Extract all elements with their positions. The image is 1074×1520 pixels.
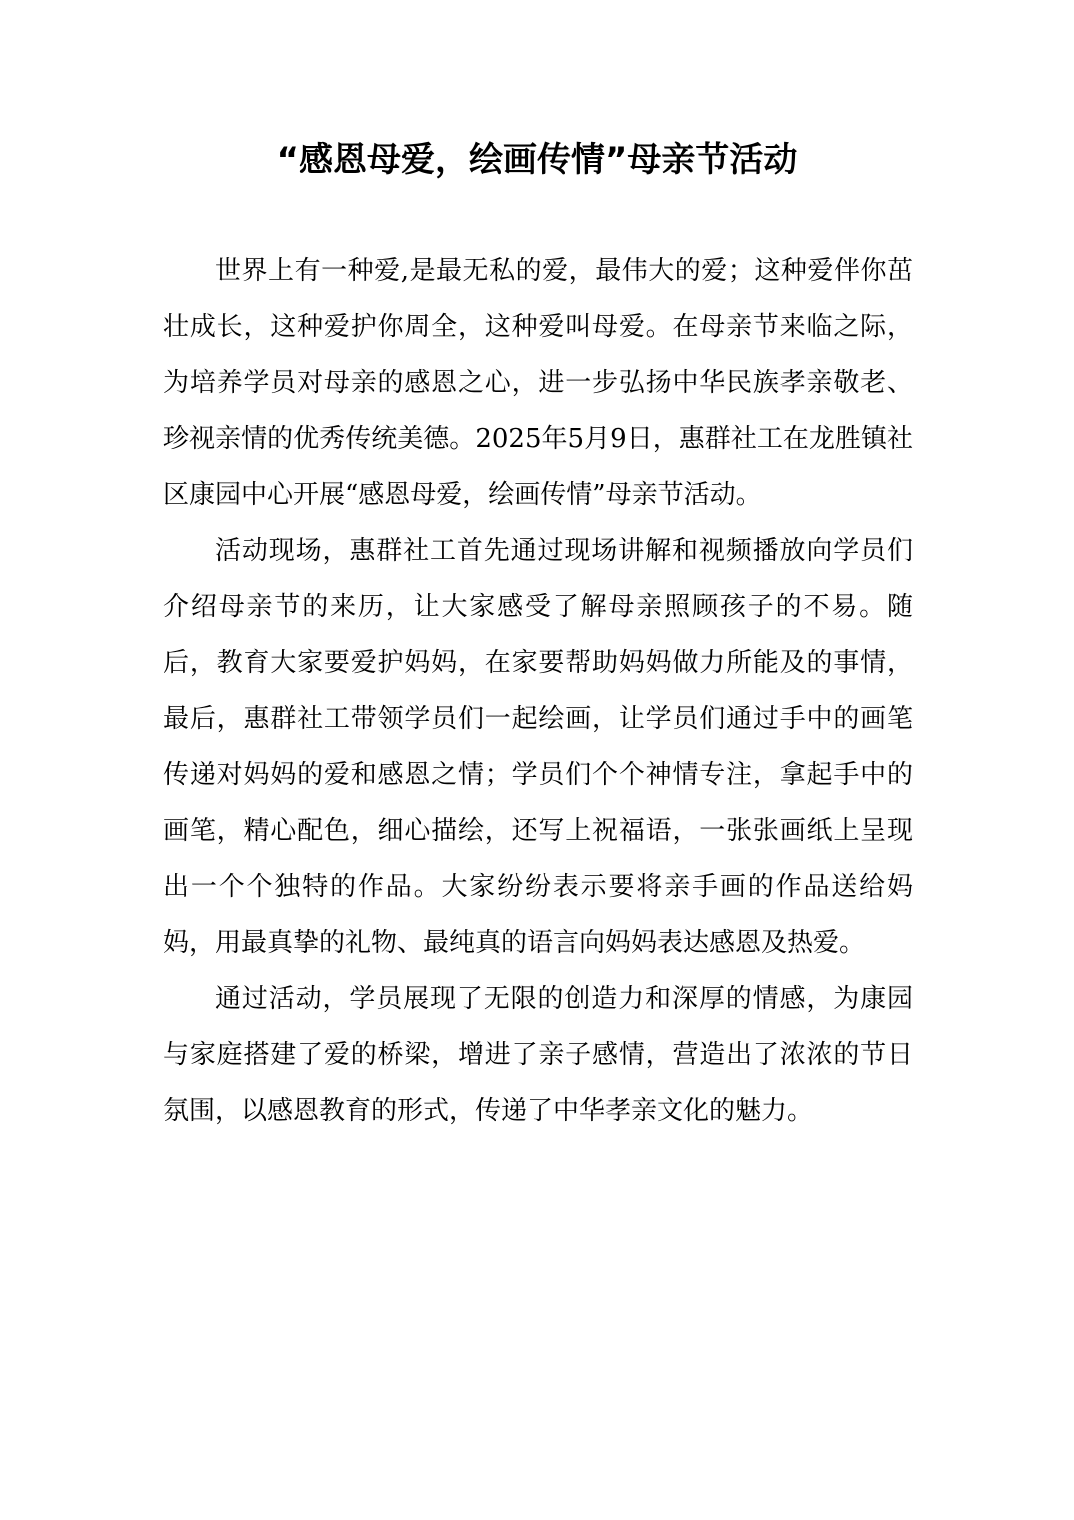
body-paragraph: 活动现场，惠群社工首先通过现场讲解和视频播放向学员们介绍母亲节的来历，让大家感受了解母亲照顾孩子的不易。随后，教育大家要爱护妈妈，在家要帮助妈妈做力所能及的事情，最后，惠群社工带领学员们一起绘画，让学员们通过手中的画笔传递对妈妈的爱和感恩之情；学员们个个神情专注，拿起手中的画笔，精心配色，细心描绘，还写上祝福语，一张张画纸上呈现出一个个独特的作品。大家纷纷表示要将亲手画的作品送给妈妈，用最真挚的礼物、最纯真的语言向妈妈表达感恩及热爱。 — [163, 536, 913, 958]
body-paragraph: 世界上有一种爱,是最无私的爱，最伟大的爱；这种爱伴你茁壮成长，这种爱护你周全，这种爱叫母爱。在母亲节来临之际，为培养学员对母亲的感恩之心，进一步弘扬中华民族孝亲敬老、珍视亲情的优秀传统美德。2025年5月9日，惠群社工在龙胜镇社区康园中心开展“感恩母爱，绘画传情”母亲节活动。 — [163, 256, 913, 510]
document-title: “感恩母爱，绘画传情”母亲节活动 — [276, 140, 798, 180]
body-paragraph: 通过活动，学员展现了无限的创造力和深厚的情感，为康园与家庭搭建了爱的桥梁，增进了亲子感情，营造出了浓浓的节日氛围，以感恩教育的形式，传递了中华孝亲文化的魅力。 — [163, 984, 913, 1126]
document-body — [163, 243, 913, 1139]
